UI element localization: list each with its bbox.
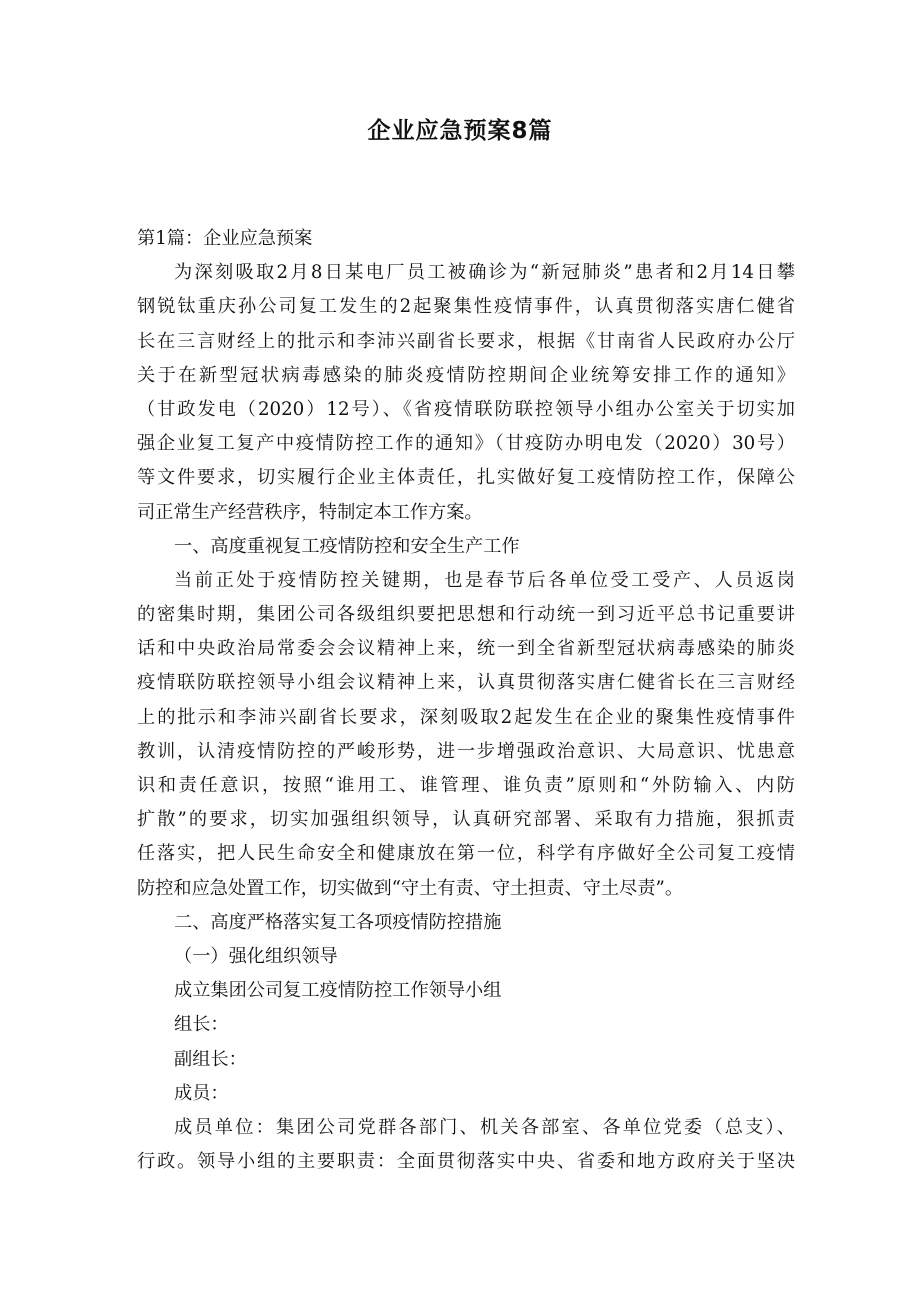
paragraph-line: 副组长：: [174, 1048, 247, 1070]
paragraph-line: 等文件要求，切实履行企业主体责任，扎实做好复工疫情防控工作，保障公: [137, 467, 795, 489]
paragraph-line: 司正常生产经营秩序，特制定本工作方案。: [137, 501, 483, 523]
paragraph-line: 行政。领导小组的主要职责：全面贯彻落实中央、省委和地方政府关于坚决: [137, 1151, 795, 1173]
document-title: 企业应急预案8篇: [367, 118, 553, 144]
paragraph-line: 上的批示和李沛兴副省长要求，深刻吸取2起发生在企业的聚集性疫情事件: [137, 706, 795, 728]
paragraph-line: 组长：: [174, 1014, 229, 1036]
paragraph-line: 强企业复工复产中疫情防控工作的通知》（甘疫防办明电发（2020）30号）: [137, 433, 795, 455]
paragraph-line: 任落实，把人民生命安全和健康放在第一位，科学有序做好全公司复工疫情: [137, 843, 795, 865]
paragraph-line: 钢锐钛重庆孙公司复工发生的2起聚集性疫情事件，认真贯彻落实唐仁健省: [137, 296, 795, 318]
paragraph-line: 防控和应急处置工作，切实做到“守土有责、守土担责、守土尽责”。: [137, 877, 684, 899]
paragraph-line: 长在三言财经上的批示和李沛兴副省长要求，根据《甘南省人民政府办公厅: [137, 330, 795, 352]
paragraph-line: 识和责任意识，按照“谁用工、谁管理、谁负责”原则和“外防输入、内防: [137, 775, 795, 796]
paragraph-line: （甘政发电（2020）12号）、《省疫情联防联控领导小组办公室关于切实加: [137, 398, 795, 420]
paragraph-line: 话和中央政治局常委会会议精神上来，统一到全省新型冠状病毒感染的肺炎: [137, 638, 795, 660]
paragraph-line: 第1篇：企业应急预案: [137, 228, 313, 249]
paragraph-line: 成立集团公司复工疫情防控工作领导小组: [174, 980, 502, 1002]
paragraph-line: 一、高度重视复工疫情防控和安全生产工作: [174, 535, 520, 557]
paragraph-line: 扩散”的要求，切实加强组织领导，认真研究部署、采取有力措施，狠抓责: [137, 809, 795, 831]
paragraph-line: 教训，认清疫情防控的严峻形势，进一步增强政治意识、大局意识、忧患意: [137, 740, 795, 762]
paragraph-line: 成员：: [174, 1082, 229, 1104]
paragraph-line: 的密集时期，集团公司各级组织要把思想和行动统一到习近平总书记重要讲: [137, 604, 795, 626]
paragraph-line: 二、高度严格落实复工各项疫情防控措施: [174, 911, 502, 933]
paragraph-line: 为深刻吸取2月8日某电厂员工被确诊为“新冠肺炎”患者和2月14日攀: [174, 262, 795, 284]
paragraph-line: 当前正处于疫情防控关键期，也是春节后各单位受工受产、人员返岗: [174, 569, 795, 591]
paragraph-line: （一）强化组织领导: [174, 945, 338, 967]
document-body: [137, 222, 795, 1179]
paragraph-line: 成员单位：集团公司党群各部门、机关各部室、各单位党委（总支）、: [174, 1116, 795, 1138]
paragraph-line: 关于在新型冠状病毒感染的肺炎疫情防控期间企业统筹安排工作的通知》: [137, 364, 795, 386]
paragraph-line: 疫情联防联控领导小组会议精神上来，认真贯彻落实唐仁健省长在三言财经: [137, 672, 795, 694]
